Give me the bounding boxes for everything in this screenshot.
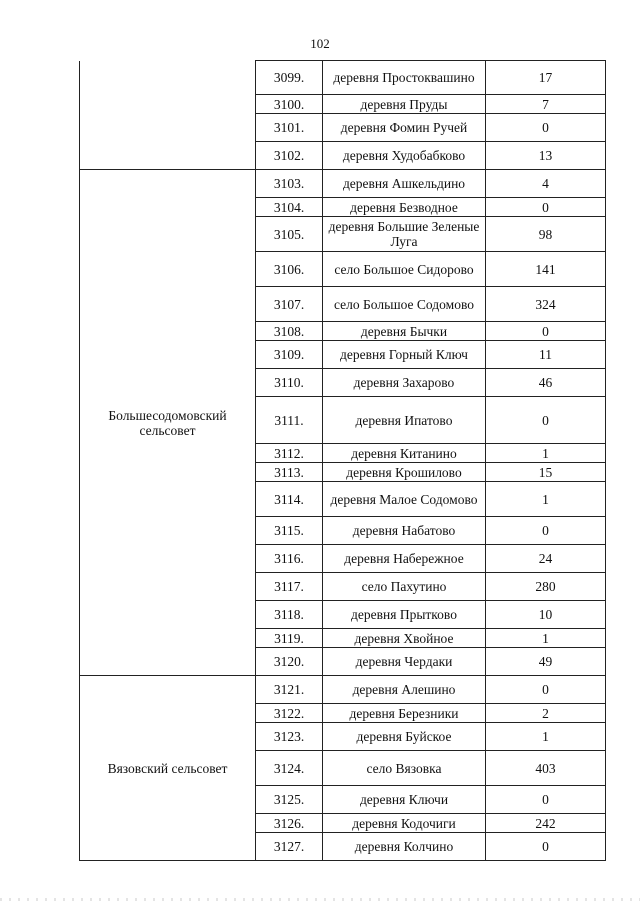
settlement-name-cell: село Пахутино bbox=[323, 573, 486, 601]
population-cell: 2 bbox=[486, 704, 606, 723]
table-row bbox=[80, 61, 606, 95]
population-cell: 324 bbox=[486, 287, 606, 322]
row-number-cell: 3100. bbox=[256, 95, 323, 114]
population-cell: 0 bbox=[486, 676, 606, 704]
population-cell: 1 bbox=[486, 723, 606, 751]
row-number-cell: 3105. bbox=[256, 217, 323, 252]
row-number-cell: 3127. bbox=[256, 833, 323, 861]
population-cell: 403 bbox=[486, 751, 606, 786]
settlement-name-cell: деревня Безводное bbox=[323, 198, 486, 217]
population-cell: 0 bbox=[486, 833, 606, 861]
settlement-name-cell: деревня Набережное bbox=[323, 545, 486, 573]
district-cell: Вязовский сельсовет bbox=[80, 676, 256, 861]
settlement-name-cell: деревня Ключи bbox=[323, 786, 486, 814]
population-cell: 0 bbox=[486, 397, 606, 444]
row-number-cell: 3107. bbox=[256, 287, 323, 322]
row-number-cell: 3108. bbox=[256, 322, 323, 341]
row-number-cell: 3111. bbox=[256, 397, 323, 444]
population-cell: 7 bbox=[486, 95, 606, 114]
page-number: 102 bbox=[310, 36, 330, 51]
row-number-cell: 3114. bbox=[256, 482, 323, 517]
population-cell: 98 bbox=[486, 217, 606, 252]
row-number-cell: 3103. bbox=[256, 170, 323, 198]
population-cell: 15 bbox=[486, 463, 606, 482]
row-number-cell: 3112. bbox=[256, 444, 323, 463]
scan-artifact bbox=[0, 898, 640, 901]
row-number-cell: 3123. bbox=[256, 723, 323, 751]
district-cell bbox=[80, 61, 256, 170]
population-cell: 11 bbox=[486, 341, 606, 369]
row-number-cell: 3116. bbox=[256, 545, 323, 573]
row-number-cell: 3099. bbox=[256, 61, 323, 95]
population-cell: 242 bbox=[486, 814, 606, 833]
population-cell: 280 bbox=[486, 573, 606, 601]
row-number-cell: 3124. bbox=[256, 751, 323, 786]
population-cell: 4 bbox=[486, 170, 606, 198]
settlement-name-cell: деревня Китанино bbox=[323, 444, 486, 463]
settlement-name-cell: деревня Горный Ключ bbox=[323, 341, 486, 369]
row-number-cell: 3126. bbox=[256, 814, 323, 833]
settlement-name-cell: деревня Ипатово bbox=[323, 397, 486, 444]
row-number-cell: 3120. bbox=[256, 648, 323, 676]
population-cell: 1 bbox=[486, 444, 606, 463]
population-cell: 0 bbox=[486, 198, 606, 217]
population-cell: 17 bbox=[486, 61, 606, 95]
settlement-name-cell: деревня Крошилово bbox=[323, 463, 486, 482]
population-cell: 46 bbox=[486, 369, 606, 397]
row-number-cell: 3118. bbox=[256, 601, 323, 629]
table-row bbox=[80, 170, 606, 198]
settlement-name-cell: деревня Бычки bbox=[323, 322, 486, 341]
row-number-cell: 3110. bbox=[256, 369, 323, 397]
row-number-cell: 3121. bbox=[256, 676, 323, 704]
settlement-name-cell: деревня Набатово bbox=[323, 517, 486, 545]
row-number-cell: 3102. bbox=[256, 142, 323, 170]
settlement-name-cell: деревня Простоквашино bbox=[323, 61, 486, 95]
settlement-name-cell: деревня Прытково bbox=[323, 601, 486, 629]
settlement-name-cell: деревня Хвойное bbox=[323, 629, 486, 648]
settlements-table bbox=[79, 60, 606, 861]
settlement-name-cell: деревня Ашкельдино bbox=[323, 170, 486, 198]
settlement-name-cell: деревня Березники bbox=[323, 704, 486, 723]
population-cell: 0 bbox=[486, 322, 606, 341]
settlement-name-cell: деревня Захарово bbox=[323, 369, 486, 397]
settlement-name-cell: деревня Худобабково bbox=[323, 142, 486, 170]
population-cell: 10 bbox=[486, 601, 606, 629]
settlement-name-cell: деревня Малое Содомово bbox=[323, 482, 486, 517]
population-cell: 0 bbox=[486, 786, 606, 814]
settlement-name-cell: село Вязовка bbox=[323, 751, 486, 786]
population-cell: 1 bbox=[486, 629, 606, 648]
population-cell: 24 bbox=[486, 545, 606, 573]
settlement-name-cell: деревня Кодочиги bbox=[323, 814, 486, 833]
row-number-cell: 3119. bbox=[256, 629, 323, 648]
population-cell: 13 bbox=[486, 142, 606, 170]
settlement-name-cell: деревня Алешино bbox=[323, 676, 486, 704]
row-number-cell: 3125. bbox=[256, 786, 323, 814]
settlement-name-cell: деревня Колчино bbox=[323, 833, 486, 861]
row-number-cell: 3101. bbox=[256, 114, 323, 142]
population-cell: 1 bbox=[486, 482, 606, 517]
settlement-name-cell: деревня Пруды bbox=[323, 95, 486, 114]
settlement-name-cell: село Большое Сидорово bbox=[323, 252, 486, 287]
population-cell: 0 bbox=[486, 517, 606, 545]
row-number-cell: 3115. bbox=[256, 517, 323, 545]
row-number-cell: 3104. bbox=[256, 198, 323, 217]
settlement-name-cell: деревня Чердаки bbox=[323, 648, 486, 676]
settlement-name-cell: деревня Буйское bbox=[323, 723, 486, 751]
population-cell: 0 bbox=[486, 114, 606, 142]
settlement-name-cell: деревня Фомин Ручей bbox=[323, 114, 486, 142]
row-number-cell: 3109. bbox=[256, 341, 323, 369]
row-number-cell: 3122. bbox=[256, 704, 323, 723]
row-number-cell: 3113. bbox=[256, 463, 323, 482]
population-cell: 141 bbox=[486, 252, 606, 287]
row-number-cell: 3117. bbox=[256, 573, 323, 601]
settlement-name-cell: деревня Большие Зеленые Луга bbox=[323, 217, 486, 252]
settlement-name-cell: село Большое Содомово bbox=[323, 287, 486, 322]
row-number-cell: 3106. bbox=[256, 252, 323, 287]
table-row bbox=[80, 676, 606, 704]
population-cell: 49 bbox=[486, 648, 606, 676]
district-cell: Большесодомовский сельсовет bbox=[80, 170, 256, 676]
